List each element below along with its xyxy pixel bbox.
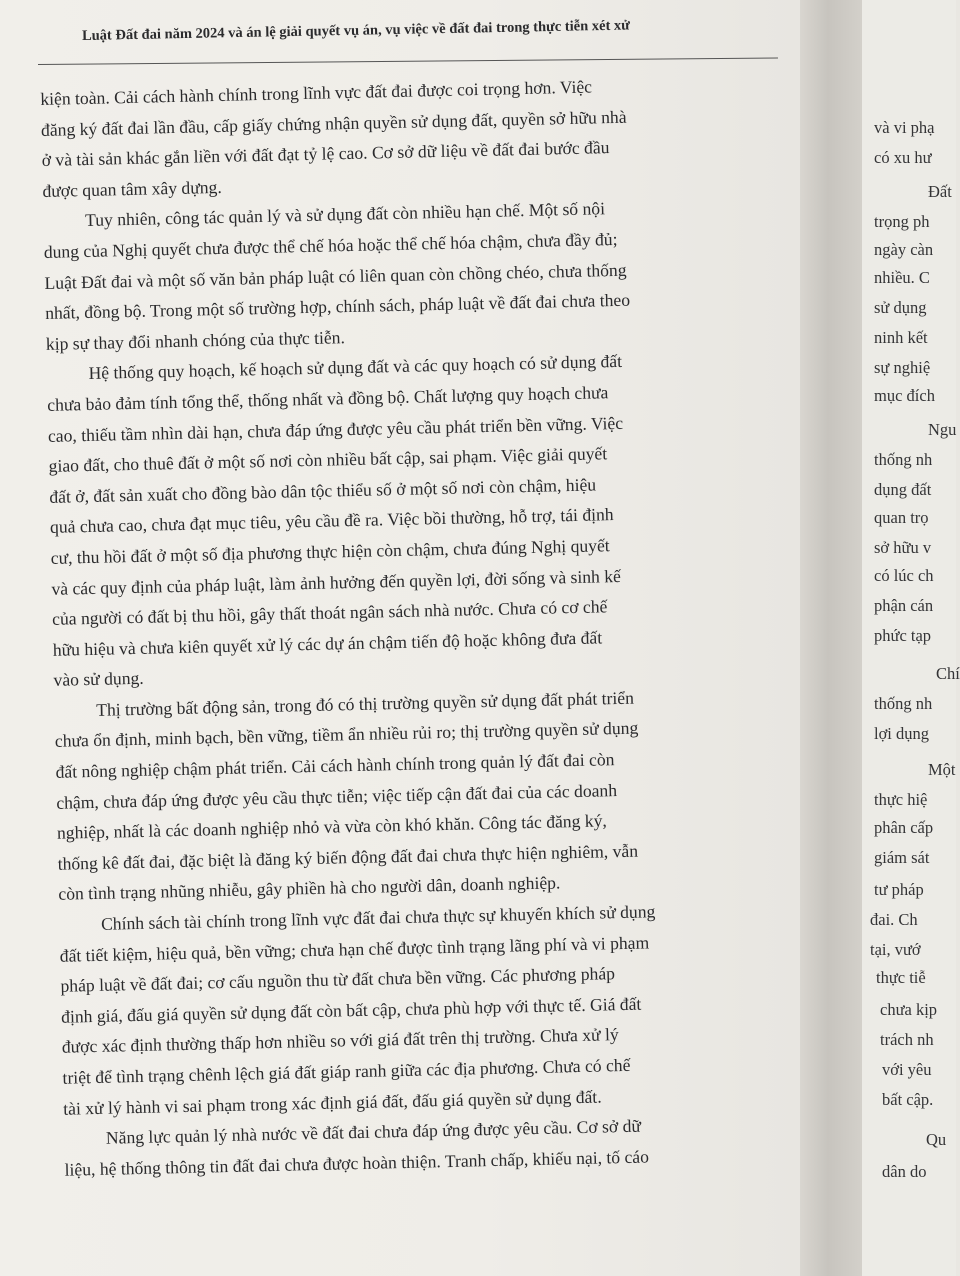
right-page-fragment: thống nh — [874, 694, 933, 713]
text-line: chưa ổn định, minh bạch, bền vững, tiềm ẩn nhiều rủi ro; thị trường quyền sử dụng — [54, 718, 639, 752]
text-line: chậm, chưa đáp ứng được yêu cầu thực tiễn; việc tiếp cận đất đai của các doanh — [56, 779, 618, 813]
right-page-fragment: phân cấp — [874, 818, 934, 837]
right-page-fragment: Đất — [928, 182, 952, 201]
right-page-fragment: quan trọ — [874, 508, 929, 527]
body-text — [40, 67, 810, 1185]
text-line: Năng lực quản lý nhà nước về đất đai chưa đáp ứng được yêu cầu. Cơ sở dữ — [105, 1115, 642, 1148]
text-line: đất ở, đất sản xuất cho đồng bào dân tộc thiểu số ở một số nơi còn chậm, hiệu — [49, 474, 597, 507]
right-page-fragment: Một — [928, 760, 956, 779]
right-page-fragment: sử dụng — [874, 298, 927, 317]
right-page-fragment: với yêu — [882, 1060, 932, 1079]
right-page-fragment: nhiều. C — [874, 268, 930, 287]
header-rule — [38, 58, 778, 65]
right-page-fragment: tại, vướ — [870, 940, 921, 959]
right-page-fragment: Ngu — [928, 420, 957, 439]
right-page-fragment: trọng ph — [874, 212, 930, 231]
right-page-fragment: phận cán — [874, 596, 934, 615]
text-line: kiện toàn. Cải cách hành chính trong lĩnh vực đất đai được coi trọng hơn. Việc — [40, 76, 593, 109]
right-page-fragment: có lúc ch — [874, 566, 934, 585]
right-page-fragment: ngày càn — [874, 240, 934, 259]
right-page-fragment: tư pháp — [874, 880, 924, 899]
right-page-fragment: Chí — [936, 664, 960, 683]
text-line: định giá, đấu giá quyền sử dụng đất còn bất cập, chưa phù hợp với thực tế. Giá đất — [60, 993, 642, 1027]
text-line: nghiệp, nhất là các doanh nghiệp nhỏ và vừa còn khó khăn. Công tác đăng ký, — [56, 810, 608, 844]
text-line: quả chưa cao, chưa đạt mục tiêu, yêu cầu đề ra. Việc bồi thường, hỗ trợ, tái định — [49, 504, 614, 538]
right-page-fragment: dân do — [882, 1162, 927, 1181]
right-page-fragment: lợi dụng — [874, 724, 930, 743]
text-line: hữu hiệu và chưa kiên quyết xử lý các dự án chậm tiến độ hoặc không đưa đất — [52, 627, 603, 660]
text-line: vào sử dụng. — [53, 668, 144, 691]
right-page-fragment: thực hiệ — [874, 790, 928, 809]
right-page-fragment: ninh kết — [874, 328, 928, 347]
right-page-fragment: dụng đất — [874, 480, 932, 499]
text-line: pháp luật về đất đai; cơ cấu nguồn thu từ đất chưa bền vững. Các phương pháp — [60, 963, 616, 996]
text-line: đất nông nghiệp chậm phát triển. Cải cách hành chính trong quản lý đất đai còn — [55, 749, 615, 782]
text-line: cư, thu hồi đất ở một số địa phương thực hiện còn chậm, chưa đúng Nghị quyết — [50, 535, 610, 568]
text-line: đăng ký đất đai lần đầu, cấp giấy chứng nhận quyền sử dụng đất, quyền sở hữu nhà — [40, 106, 627, 140]
right-page-fragment: sở hữu v — [874, 538, 932, 557]
text-line: nhất, đồng bộ. Trong một số trường hợp, chính sách, pháp luật về đất đai chưa theo — [44, 289, 631, 324]
text-line: tài xử lý hành vi sai phạm trong xác định giá đất, đấu giá quyền sử dụng đất. — [63, 1086, 602, 1119]
text-line: liệu, hệ thống thông tin đất đai chưa được hoàn thiện. Tranh chấp, khiếu nại, tố cáo — [64, 1146, 650, 1180]
right-page-fragment: trách nh — [880, 1030, 934, 1049]
text-line: thống kê đất đai, đặc biệt là đăng ký biến động đất đai chưa thực hiện nghiêm, vẫn — [57, 840, 639, 874]
right-page-fragment: đai. Ch — [870, 910, 918, 929]
right-page-fragment: chưa kịp — [880, 1000, 938, 1019]
right-page-fragment: và vi phạ — [874, 118, 935, 137]
text-line: Thị trường bất động sản, trong đó có thị trường quyền sử dụng đất phát triển — [95, 687, 635, 720]
right-page-fragment: thống nh — [874, 450, 933, 469]
right-page-fragment: sự nghiệ — [874, 358, 931, 377]
text-line: của người có đất bị thu hồi, gây thất thoát ngân sách nhà nước. Chưa có cơ chế — [51, 596, 608, 629]
text-line: triệt để tình trạng chênh lệch giá đất giáp ranh giữa các địa phương. Chưa có chế — [62, 1054, 631, 1088]
right-page-fragment: thực tiễ — [876, 968, 926, 987]
right-page-fragment: bất cập. — [882, 1090, 934, 1109]
right-page-fragment: mục đích — [874, 386, 935, 405]
right-page-fragment: có xu hư — [874, 148, 932, 167]
text-line: đất tiết kiệm, hiệu quả, bền vững; chưa hạn chế được tình trạng lãng phí và vi phạm — [59, 932, 650, 966]
text-line: dung của Nghị quyết chưa được thể chế hóa hoặc thể chế hóa chậm, chưa đầy đủ; — [43, 228, 618, 262]
text-line: chưa bảo đảm tính tổng thể, thống nhất và đồng bộ. Chất lượng quy hoạch chưa — [47, 382, 609, 415]
text-line: Hệ thống quy hoạch, kế hoạch sử dụng đất và các quy hoạch có sử dụng đất — [88, 351, 623, 384]
running-head: Luật Đất đai năm 2024 và án lệ giải quyết vụ án, vụ việc về đất đai trong thực tiễn xét xử — [81, 17, 631, 44]
text-line: còn tình trạng nhũng nhiễu, gây phiền hà cho người dân, doanh nghiệp. — [58, 872, 561, 905]
text-line: và các quy định của pháp luật, làm ảnh hưởng đến quyền lợi, đời sống và sinh kế — [51, 565, 622, 599]
right-page-fragment: Qu — [926, 1130, 947, 1149]
text-line: cao, thiếu tầm nhìn dài hạn, chưa đáp ứng được yêu cầu phát triển bền vững. Việc — [47, 412, 624, 446]
text-line: được xác định thường thấp hơn nhiều so với giá đất trên thị trường. Chưa xử lý — [61, 1024, 619, 1058]
text-line: được quan tâm xây dựng. — [42, 176, 222, 201]
right-page-fragment: phức tạp — [874, 626, 932, 645]
text-line: Chính sách tài chính trong lĩnh vực đất đai chưa thực sự khuyến khích sử dụng — [100, 901, 656, 934]
text-line: Luật Đất đai và một số văn bản pháp luật có liên quan còn chồng chéo, chưa thống — [44, 259, 627, 293]
right-page — [862, 0, 960, 1276]
text-line: giao đất, cho thuê đất ở một số nơi còn nhiều bất cập, sai phạm. Việc giải quyết — [48, 443, 608, 477]
text-line: Tuy nhiên, công tác quản lý và sử dụng đất còn nhiều hạn chế. Một số nội — [84, 198, 606, 231]
book-gutter — [800, 0, 870, 1276]
text-line: ở và tài sản khác gắn liền với đất đạt tỷ lệ cao. Cơ sở dữ liệu về đất đai bước đầu — [41, 137, 610, 171]
right-page-fragment: giám sát — [874, 848, 930, 867]
text-line: kịp sự thay đổi nhanh chóng của thực tiễn. — [45, 326, 346, 354]
